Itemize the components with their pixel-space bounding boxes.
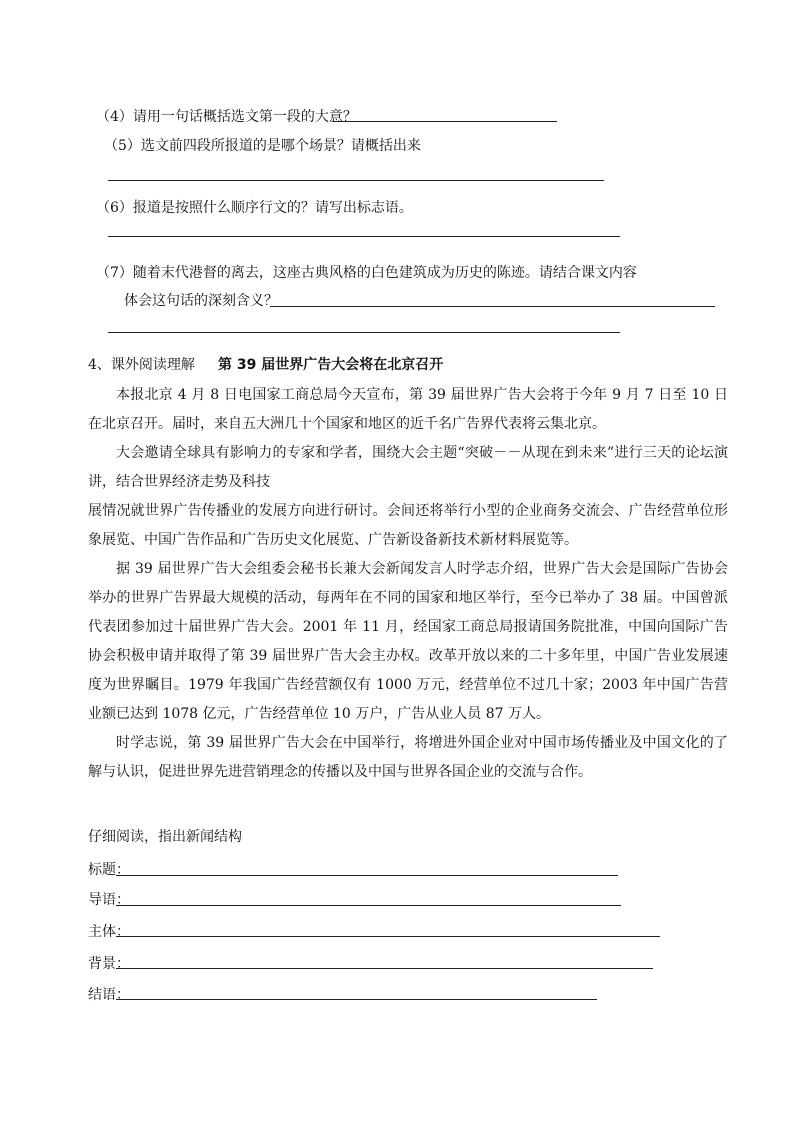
body-label: 主体： (88, 924, 130, 940)
article-paragraph-4: 时学志说，第 39 届世界广告大会在中国举行，将增进外国企业对中国市场传播业及中国文化的了解与认识，促进世界先进营销理念的传播以及中国与世界各国企业的交流与合作。 (88, 735, 728, 780)
article-paragraph-1: 本报北京 4 月 8 日电国家工商总局今天宣布，第 39 届世界广告大会将于今年 9 月 7 日至 10 日在北京召开。届时，来自五大洲几十个国家和地区的近千名广告界代表将云集北京。 (88, 387, 728, 432)
section-label: 4、课外阅读理解 (88, 357, 195, 373)
background-answer-line[interactable] (116, 968, 653, 969)
article-paragraph-3: 据 39 届世界广告大会组委会秘书长兼大会新闻发言人时学志介绍，世界广告大会是国际广告协会举办的世界广告界最大规模的活动，每两年在不同的国家和地区举行，至今已举办了 38 届。中国曾派代表团参加过十届世界广告大会。2001 年 11 月，经国家工商总局报请国务院批准，中国向国际广告协会积极申请并取得了第 39 届世界广告大会主办权。改革开放以来的二十多年里，中国广告业发展速度为世界瞩目。1979 年我国广告经营额仅有 1000 万元，经营单位不过几十家；2003 年中国广告营业额已达到 1078 亿元，广告经营单位 10 万户，广告从业人员 87 万人。 (88, 561, 728, 722)
question-7-line-2: 体会这句话的深刻含义？ (124, 293, 278, 309)
lead-label: 导语： (88, 892, 130, 908)
title-answer-line[interactable] (116, 875, 618, 876)
ending-label: 结语： (88, 987, 130, 1003)
article-paragraph-2b: 展情况就世界广告传播业的发展方向进行研讨。会间还将举行小型的企业商务交流会、广告经营单位形象展览、中国广告作品和广告历史文化展览、广告新设备新技术新材料展览等。 (88, 503, 728, 548)
article-body (88, 381, 728, 787)
ending-answer-line[interactable] (116, 999, 597, 1000)
question-4: （4）请用一句话概括选文第一段的大意？ (96, 109, 357, 125)
title-label: 标题： (88, 862, 130, 878)
question-6: （6）报道是按照什么顺序行文的？请写出标志语。 (96, 200, 413, 216)
body-answer-line[interactable] (116, 936, 660, 937)
answer-line-q7-a[interactable] (270, 306, 715, 307)
structure-prompt: 仔细阅读，指出新闻结构 (88, 829, 242, 845)
answer-line-q4[interactable] (332, 121, 557, 122)
answer-line-q5[interactable] (108, 180, 604, 181)
article-headline: 第 39 届世界广告大会将在北京召开 (218, 357, 444, 373)
background-label: 背景： (88, 956, 130, 972)
lead-answer-line[interactable] (116, 905, 621, 906)
article-paragraph-2a: 大会邀请全球具有影响力的专家和学者，围绕大会主题“突破－－从现在到未来”进行三天的论坛演讲，结合世界经济走势及科技 (88, 445, 728, 490)
answer-line-q6[interactable] (108, 236, 620, 237)
question-5: （5）选文前四段所报道的是哪个场景？请概括出来 (104, 138, 421, 154)
question-7-line-1: （7）随着末代港督的离去，这座古典风格的白色建筑成为历史的陈迹。请结合课文内容 (96, 265, 637, 281)
answer-line-q7-b[interactable] (108, 332, 620, 333)
